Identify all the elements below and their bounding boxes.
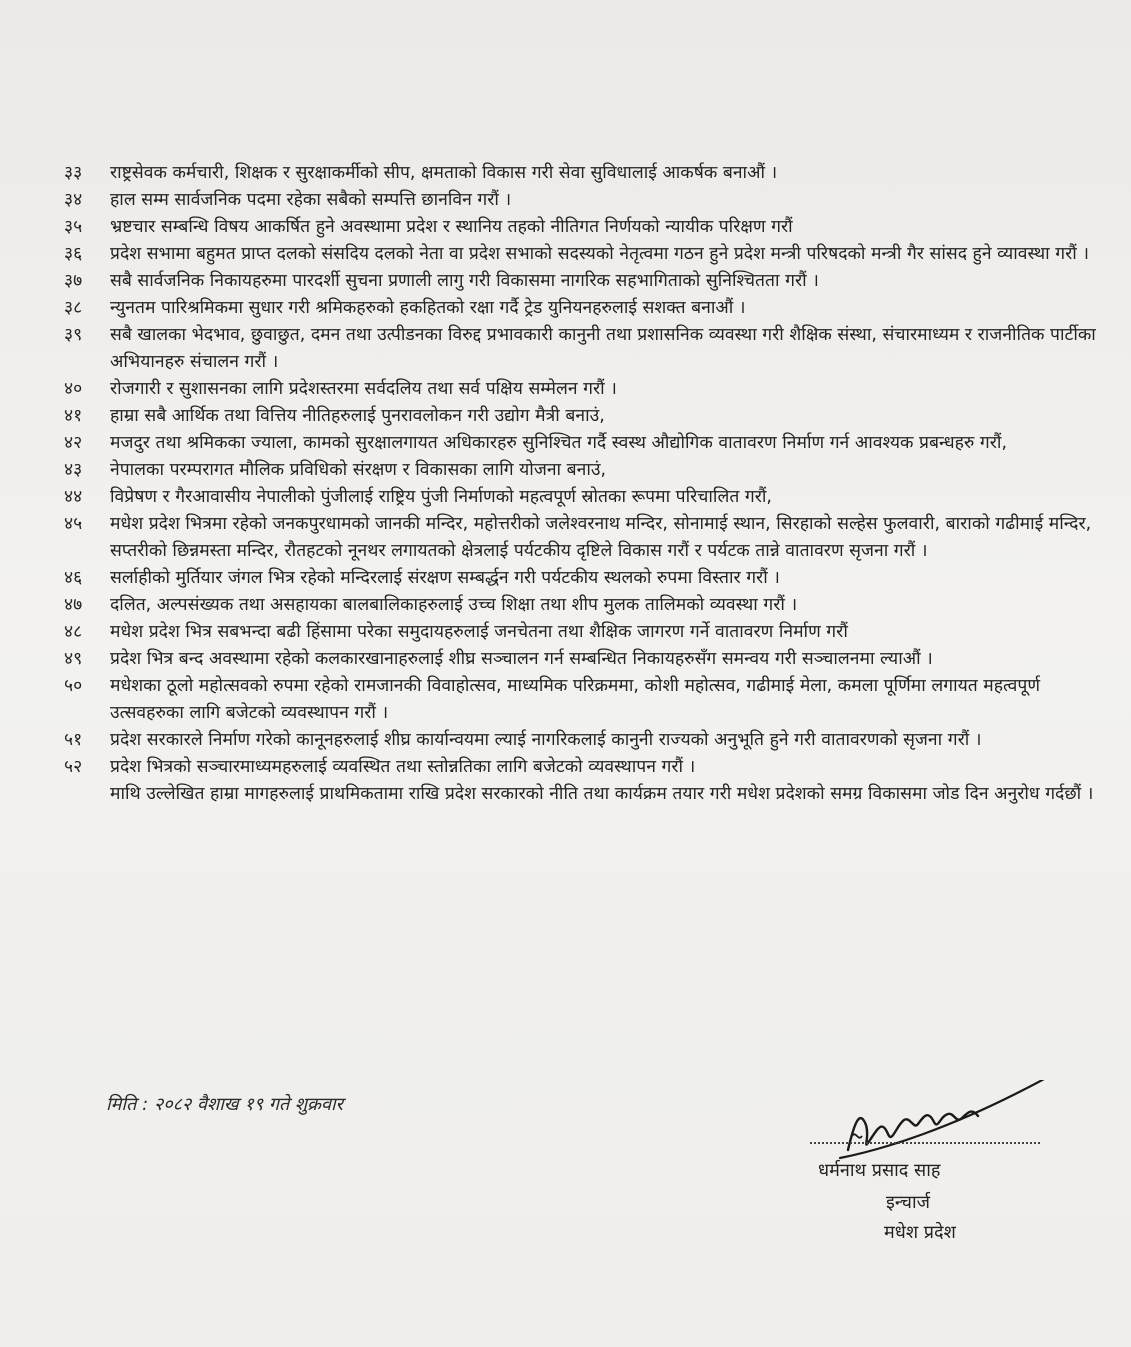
item-text: मधेश प्रदेश भित्रमा रहेको जनकपुरधामको जानकी मन्दिर, महोत्तरीको जलेश्वरनाथ मन्दिर, सोनामाई स्थान, सिरहाको सल्हेस फुलवारी, बाराको गढीमाई मन्दिर, सप्तरीको छिन्नमस्ता मन्दिर, रौतहटको नूनथर लगायतको क्षेत्रलाई पर्यटकीय दृष्टिले विकास गरौं र पर्यटक तान्ने वातावरण सृजना गरौं । (110, 514, 1092, 561)
list-item (64, 187, 1114, 214)
item-text: रोजगारी र सुशासनका लागि प्रदेशस्तरमा सर्वदलिय तथा सर्व पक्षिय सम्मेलन गरौं । (110, 379, 617, 399)
list-item (64, 592, 1114, 619)
list-item (64, 430, 1114, 457)
item-number: ३९ (64, 325, 83, 345)
item-number: ३५ (64, 217, 83, 237)
list-item (64, 214, 1114, 241)
signatory-place: मधेश प्रदेश (884, 1222, 956, 1243)
list-item (64, 673, 1114, 727)
list-item (64, 484, 1114, 511)
list-item (64, 376, 1114, 403)
item-number: ५२ (64, 757, 83, 777)
list-item (64, 511, 1114, 565)
item-number: ४८ (64, 622, 83, 642)
item-text: न्युनतम पारिश्रमिकमा सुधार गरी श्रमिकहरुको हकहितको रक्षा गर्दै ट्रेड युनियनहरुलाई सशक्त बनाऔं । (110, 298, 746, 318)
list-item (64, 646, 1114, 673)
item-text: सबै सार्वजनिक निकायहरुमा पारदर्शी सुचना प्रणाली लागु गरी विकासमा नागरिक सहभागिताको सुनिश्चितता गरौं । (110, 271, 819, 291)
item-text: भ्रष्टचार सम्बन्धि विषय आकर्षित हुने अवस्थामा प्रदेश र स्थानिय तहको नीतिगत निर्णयको न्यायीक परिक्षण गरौं (110, 217, 793, 237)
list-item (64, 241, 1114, 268)
item-number: ४४ (64, 487, 83, 507)
list-item (64, 322, 1114, 376)
item-text: सबै खालका भेदभाव, छुवाछुत, दमन तथा उत्पीडनका विरुद्द प्रभावकारी कानुनी तथा प्रशासनिक व्यवस्था गरी शैक्षिक संस्था, संचारमाध्यम र राजनीतिक पार्टीका अभियानहरु संचालन गरौं । (110, 325, 1096, 372)
list-item (64, 295, 1114, 322)
item-text: नेपालका परम्परागत मौलिक प्रविधिको संरक्षण र विकासका लागि योजना बनाउं, (110, 460, 607, 480)
item-text: सर्लाहीको मुर्तियार जंगल भित्र रहेको मन्दिरलाई संरक्षण सम्बर्द्धन गरी पर्यटकीय स्थलको रुपमा विस्तार गरौं । (110, 568, 780, 588)
item-text: मधेशका ठूलो महोत्सवको रुपमा रहेको रामजानकी विवाहोत्सव, माध्यमिक परिक्रममा, कोशी महोत्सव, गढीमाई मेला, कमला पूर्णिमा लगायत महत्वपूर्ण उत्सवहरुका लागि बजेटको व्यवस्थापन गरौं । (110, 676, 1041, 723)
item-number: ४१ (64, 406, 83, 426)
item-text: विप्रेषण र गैरआवासीय नेपालीको पुंजीलाई राष्ट्रिय पुंजी निर्माणको महत्वपूर्ण स्रोतका रूपमा परिचालित गरौं, (110, 487, 772, 507)
list-item (64, 457, 1114, 484)
list-item (64, 160, 1114, 187)
item-number: ४२ (64, 433, 83, 453)
item-number: ३३ (64, 163, 83, 183)
closing-paragraph: माथि उल्लेखित हाम्रा मागहरुलाई प्राथमिकतामा राखि प्रदेश सरकारको नीति तथा कार्यक्रम तयार गरी मधेश प्रदेशको समग्र विकासमा जोड दिन अनुरोध गर्दछौं । (110, 784, 1094, 804)
signature-block (800, 1080, 1060, 1250)
item-number: ४९ (64, 649, 83, 669)
item-text: मजदुर तथा श्रमिकका ज्याला, कामको सुरक्षालगायत अधिकारहरु सुनिश्चित गर्दै स्वस्थ औद्योगिक वातावरण निर्माण गर्न आवश्यक प्रबन्धहरु गरौं, (110, 433, 1008, 453)
list-item (64, 727, 1114, 754)
item-number: ३८ (64, 298, 83, 318)
item-text: प्रदेश भित्रको सञ्चारमाध्यमहरुलाई व्यवस्थित तथा स्तोन्नतिका लागि बजेटको व्यवस्थापन गरौं । (110, 757, 696, 777)
item-number: ३७ (64, 271, 83, 291)
demand-list (64, 160, 1114, 808)
item-text: राष्ट्रसेवक कर्मचारी, शिक्षक र सुरक्षाकर्मीको सीप, क्षमताको विकास गरी सेवा सुविधालाई आकर्षक बनाऔं । (110, 163, 778, 183)
signatory-role: इन्चार्ज (886, 1192, 931, 1213)
list-item (64, 565, 1114, 592)
item-text: हाम्रा सबै आर्थिक तथा वित्तिय नीतिहरुलाई पुनरावलोकन गरी उद्योग मैत्री बनाउं, (110, 406, 605, 426)
item-text: मधेश प्रदेश भित्र सबभन्दा बढी हिंसामा परेका समुदायहरुलाई जनचेतना तथा शैक्षिक जागरण गर्ने वातावरण निर्माण गरौं (110, 622, 848, 642)
item-number: ४३ (64, 460, 83, 480)
list-item (64, 754, 1114, 781)
item-number: ४० (64, 379, 83, 399)
document-date: मिति : २०८२ वैशाख १९ गते शुक्रवार (106, 1094, 344, 1115)
item-number: ५१ (64, 730, 83, 750)
item-text: हाल सम्म सार्वजनिक पदमा रहेका सबैको सम्पत्ति छानविन गरौं । (110, 190, 512, 210)
item-number: ४७ (64, 595, 83, 615)
item-number: ४५ (64, 514, 83, 534)
item-text: प्रदेश सभामा बहुमत प्राप्त दलको संसदिय दलको नेता वा प्रदेश सभाको सदस्यको नेतृत्वमा गठन हुने प्रदेश मन्त्री परिषदको मन्त्री गैर सांसद हुने व्यावस्था गरौं । (110, 244, 1089, 264)
signature-line (810, 1142, 1040, 1144)
item-number: ३६ (64, 244, 83, 264)
list-item (64, 619, 1114, 646)
item-text: प्रदेश भित्र बन्द अवस्थामा रहेको कलकारखानाहरुलाई शीघ्र सञ्चालन गर्न सम्बन्धित निकायहरुसँग समन्वय गरी सञ्चालनमा ल्याऔं । (110, 649, 933, 669)
item-number: ३४ (64, 190, 83, 210)
list-item (64, 403, 1114, 430)
item-number: ५० (64, 676, 83, 696)
signatory-name: धर्मनाथ प्रसाद साह (818, 1160, 941, 1181)
item-number: ४६ (64, 568, 83, 588)
item-text: दलित, अल्पसंख्यक तथा असहायका बालबालिकाहरुलाई उच्च शिक्षा तथा शीप मुलक तालिमको व्यवस्था गरौं । (110, 595, 798, 615)
list-item (64, 268, 1114, 295)
item-text: प्रदेश सरकारले निर्माण गरेको कानूनहरुलाई शीघ्र कार्यान्वयमा ल्याई नागरिकलाई कानुनी राज्यको अनुभूति हुने गरी वातावरणको सृजना गरौं । (110, 730, 982, 750)
